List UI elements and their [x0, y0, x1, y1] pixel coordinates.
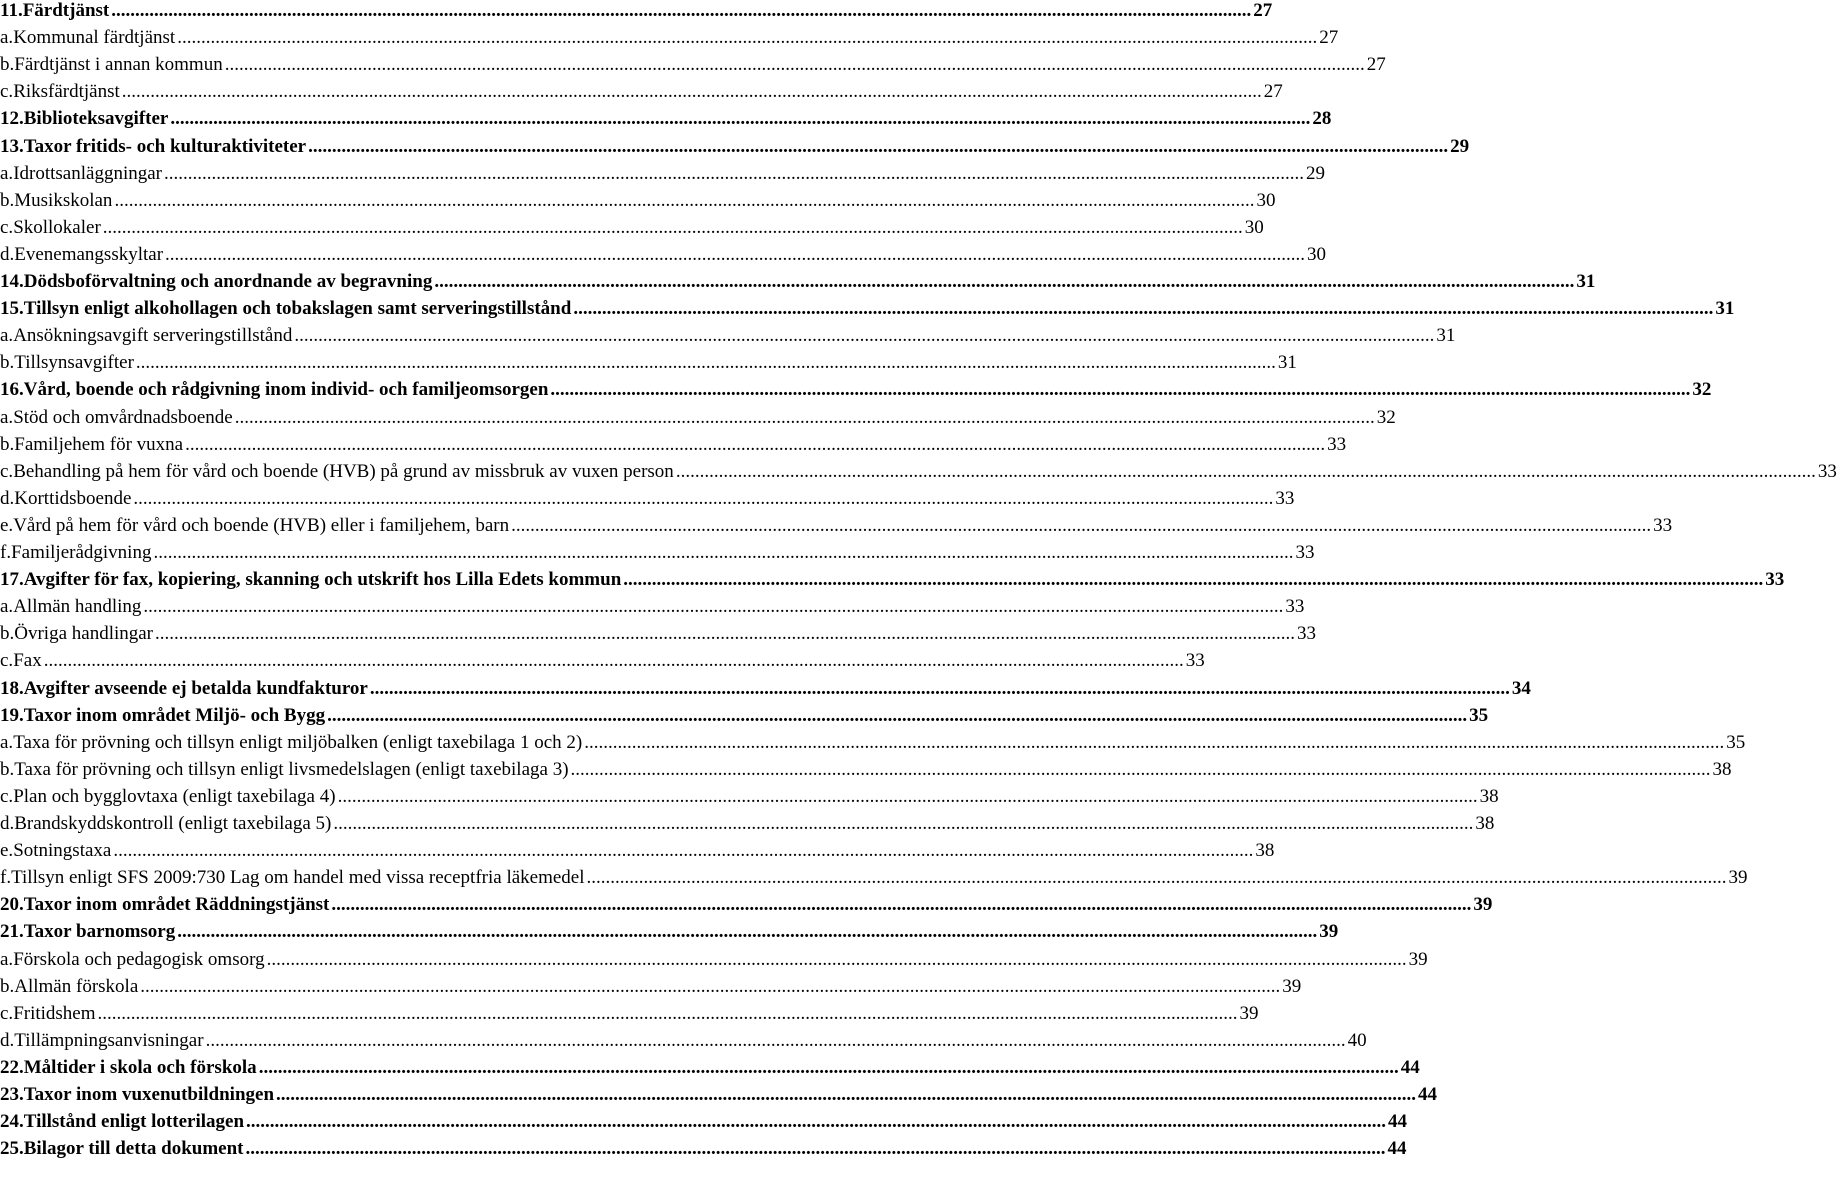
toc-entry-title: Avgifter avseende ej betalda kundfakturor	[23, 677, 368, 699]
toc-section-entry[interactable]	[0, 265, 1596, 293]
toc-entry-title: Familjerådgivning	[11, 542, 152, 563]
toc-entry-page-number: 27	[1366, 54, 1386, 76]
toc-subsection-entry[interactable]	[0, 21, 1339, 49]
toc-subsection-entry[interactable]	[0, 48, 1386, 76]
toc-entry-number: b.	[0, 189, 15, 211]
toc-entry-number: d.	[0, 1029, 15, 1051]
toc-entry-title: Vård, boende och rådgivning inom individ- och familjeomsorgen	[23, 379, 549, 401]
toc-entry-number: f.	[0, 542, 12, 563]
toc-entry-title: Ansökningsavgift serveringstillstånd	[13, 325, 293, 347]
toc-section-entry[interactable]	[0, 915, 1339, 943]
toc-entry-page-number: 31	[1576, 271, 1596, 292]
toc-entry-page-number: 27	[1263, 81, 1283, 103]
dot-leader	[225, 54, 1365, 76]
toc-entry-page-number: 39	[1282, 975, 1302, 997]
toc-entry-number: f.	[0, 867, 12, 889]
toc-subsection-entry[interactable]	[0, 861, 1748, 889]
toc-subsection-entry[interactable]	[0, 807, 1495, 835]
toc-entry-number: 23.	[0, 1084, 24, 1105]
toc-section-entry[interactable]	[0, 1078, 1438, 1106]
toc-entry-page-number: 29	[1450, 135, 1470, 157]
toc-section-entry[interactable]	[0, 373, 1712, 401]
dot-leader	[170, 108, 1310, 130]
toc-entry-page-number: 33	[1817, 460, 1837, 482]
toc-entry-number: 13.	[0, 135, 24, 157]
toc-entry-page-number: 30	[1256, 189, 1276, 211]
toc-entry-number: 18.	[0, 677, 24, 699]
dot-leader	[206, 1030, 1346, 1052]
toc-entry-page-number: 38	[1475, 813, 1495, 834]
toc-entry-number: a.	[0, 731, 14, 753]
toc-entry-number: b.	[0, 352, 15, 374]
toc-entry-page-number: 32	[1376, 406, 1396, 428]
toc-entry-number: 22.	[0, 1056, 24, 1078]
toc-entry-title: Färdtjänst i annan kommun	[14, 54, 223, 76]
dot-leader	[164, 163, 1304, 185]
toc-entry-number: 24.	[0, 1111, 24, 1133]
toc-subsection-entry[interactable]	[0, 753, 1732, 781]
toc-entry-number: d.	[0, 813, 15, 834]
dot-leader	[235, 407, 1375, 429]
toc-entry-title: Skollokaler	[13, 216, 101, 238]
toc-section-entry[interactable]	[0, 699, 1489, 727]
toc-subsection-entry[interactable]	[0, 1024, 1367, 1052]
dot-leader	[331, 894, 1471, 916]
toc-section-entry[interactable]	[0, 1105, 1408, 1133]
dot-leader	[140, 976, 1280, 998]
dot-leader	[370, 678, 1510, 700]
toc-entry-page-number: 30	[1307, 243, 1327, 265]
toc-entry-title: Plan och bygglovtaxa (enligt taxebilaga 4)	[13, 785, 336, 807]
toc-entry-page-number: 33	[1275, 487, 1295, 509]
toc-entry-title: Behandling på hem för vård och boende (HVB) på grund av missbruk av vuxen person	[13, 460, 674, 482]
toc-entry-page-number: 28	[1312, 108, 1332, 130]
toc-entry-title: Tillsyn enligt SFS 2009:730 Lag om handel med vissa receptfria läkemedel	[11, 867, 585, 889]
toc-entry-number: b.	[0, 758, 15, 780]
toc-subsection-entry[interactable]	[0, 184, 1276, 212]
toc-entry-title: Taxa för prövning och tillsyn enligt livsmedelslagen (enligt taxebilaga 3)	[14, 758, 569, 780]
toc-entry-title: Fritidshem	[13, 1002, 96, 1024]
dot-leader	[185, 434, 1325, 456]
toc-entry-page-number: 34	[1511, 677, 1531, 699]
dot-leader	[623, 569, 1763, 591]
dot-leader	[571, 759, 1711, 781]
toc-entry-page-number: 35	[1726, 731, 1746, 753]
toc-entry-number: c.	[0, 81, 14, 103]
toc-entry-page-number: 39	[1728, 867, 1748, 889]
dot-leader	[294, 325, 1434, 347]
toc-subsection-entry[interactable]	[0, 238, 1327, 266]
toc-entry-title: Tillsynsavgifter	[14, 352, 134, 374]
dot-leader	[155, 623, 1295, 645]
dot-leader	[153, 542, 1293, 564]
toc-entry-page-number: 39	[1319, 921, 1339, 943]
toc-entry-number: b.	[0, 623, 15, 645]
toc-entry-title: Taxor inom vuxenutbildningen	[23, 1084, 275, 1105]
dot-leader	[113, 840, 1253, 862]
toc-subsection-entry[interactable]	[0, 509, 1673, 537]
toc-entry-number: a.	[0, 948, 14, 970]
toc-entry-title: Familjehem för vuxna	[14, 433, 184, 455]
toc-entry-page-number: 35	[1469, 704, 1489, 726]
dot-leader	[177, 921, 1317, 943]
toc-entry-title: Korttidsboende	[14, 487, 132, 509]
toc-entry-number: 17.	[0, 569, 24, 591]
toc-entry-page-number: 33	[1297, 623, 1317, 645]
toc-subsection-entry[interactable]	[0, 617, 1317, 645]
toc-entry-number: 20.	[0, 894, 24, 916]
toc-entry-number: e.	[0, 514, 14, 536]
toc-entry-title: Måltider i skola och förskola	[23, 1056, 257, 1078]
dot-leader	[111, 0, 1251, 22]
toc-subsection-entry[interactable]	[0, 401, 1396, 429]
toc-entry-title: Taxor fritids- och kulturaktiviteter	[23, 135, 307, 157]
toc-subsection-entry[interactable]	[0, 997, 1259, 1025]
toc-entry-number: b.	[0, 433, 15, 455]
dot-leader	[327, 705, 1467, 727]
toc-entry-page-number: 27	[1253, 0, 1273, 21]
toc-subsection-entry[interactable]	[0, 157, 1325, 185]
toc-entry-page-number: 44	[1388, 1111, 1408, 1133]
toc-subsection-entry[interactable]	[0, 346, 1297, 374]
toc-entry-number: 21.	[0, 921, 24, 943]
toc-subsection-entry[interactable]	[0, 75, 1283, 103]
toc-entry-title: Övriga handlingar	[14, 623, 154, 645]
toc-entry-title: Biblioteksavgifter	[23, 108, 169, 130]
toc-entry-title: Taxor inom området Miljö- och Bygg	[23, 704, 326, 726]
toc-section-entry[interactable]	[0, 888, 1493, 916]
dot-leader	[333, 813, 1473, 835]
dot-leader	[259, 1057, 1399, 1079]
toc-entry-page-number: 32	[1692, 379, 1712, 401]
toc-entry-title: Kommunal färdtjänst	[13, 27, 176, 49]
dot-leader	[246, 1138, 1386, 1160]
toc-entry-page-number: 33	[1327, 433, 1347, 455]
toc-entry-page-number: 39	[1408, 948, 1428, 970]
toc-entry-number: a.	[0, 406, 14, 428]
toc-entry-page-number: 38	[1255, 840, 1275, 862]
toc-subsection-entry[interactable]	[0, 455, 1837, 483]
toc-entry-page-number: 38	[1479, 785, 1499, 807]
toc-entry-page-number: 31	[1715, 298, 1735, 320]
dot-leader	[267, 949, 1407, 971]
toc-entry-title: Riksfärdtjänst	[13, 81, 120, 103]
toc-subsection-entry[interactable]	[0, 428, 1347, 456]
toc-entry-number: b.	[0, 54, 15, 76]
toc-subsection-entry[interactable]	[0, 590, 1305, 618]
toc-entry-number: a.	[0, 596, 14, 618]
toc-entry-title: Brandskyddskontroll (enligt taxebilaga 5)	[14, 813, 332, 834]
toc-entry-number: a.	[0, 162, 14, 184]
toc-subsection-entry[interactable]	[0, 943, 1428, 971]
toc-entry-title: Stöd och omvårdnadsboende	[13, 406, 233, 428]
dot-leader	[511, 515, 1651, 537]
toc-entry-number: c.	[0, 1002, 14, 1024]
toc-entry-number: 14.	[0, 271, 24, 292]
dot-leader	[136, 352, 1276, 374]
dot-leader	[246, 1111, 1386, 1133]
toc-entry-title: Tillsyn enligt alkohollagen och tobakslagen samt serveringstillstånd	[23, 298, 572, 320]
toc-entry-title: Allmän handling	[13, 596, 142, 618]
toc-entry-title: Avgifter för fax, kopiering, skanning och utskrift hos Lilla Edets kommun	[23, 569, 622, 591]
toc-subsection-entry[interactable]	[0, 482, 1295, 510]
toc-entry-number: 15.	[0, 298, 24, 320]
toc-entry-page-number: 33	[1185, 650, 1205, 672]
toc-entry-page-number: 33	[1653, 514, 1673, 536]
toc-section-entry[interactable]	[0, 130, 1470, 158]
toc-section-entry[interactable]	[0, 292, 1735, 320]
dot-leader	[98, 1003, 1238, 1025]
toc-entry-title: Vård på hem för vård och boende (HVB) eller i familjehem, barn	[13, 514, 510, 536]
toc-subsection-entry[interactable]	[0, 780, 1499, 808]
toc-entry-page-number: 40	[1347, 1029, 1367, 1051]
toc-entry-title: Fax	[13, 650, 42, 672]
toc-entry-page-number: 39	[1239, 1002, 1259, 1024]
toc-entry-number: a.	[0, 325, 14, 347]
toc-entry-title: Taxa för prövning och tillsyn enligt miljöbalken (enligt taxebilaga 1 och 2)	[13, 731, 583, 753]
toc-section-entry[interactable]	[0, 0, 1273, 22]
dot-leader	[122, 81, 1262, 103]
toc-entry-number: c.	[0, 216, 14, 238]
dot-leader	[165, 244, 1305, 266]
toc-section-entry[interactable]	[0, 563, 1785, 591]
toc-entry-title: Evenemangsskyltar	[14, 243, 164, 265]
toc-entry-number: 25.	[0, 1138, 24, 1160]
toc-entry-number: d.	[0, 243, 15, 265]
toc-entry-title: Sotningstaxa	[13, 840, 112, 862]
toc-entry-page-number: 31	[1277, 352, 1297, 374]
dot-leader	[177, 27, 1317, 49]
toc-entry-title: Tillämpningsanvisningar	[14, 1029, 204, 1051]
dot-leader	[587, 867, 1727, 889]
toc-entry-page-number: 29	[1305, 162, 1325, 184]
toc-entry-title: Musikskolan	[14, 189, 113, 211]
toc-entry-number: 12.	[0, 108, 24, 130]
toc-entry-title: Taxor inom området Räddningstjänst	[23, 894, 330, 916]
toc-entry-number: 11.	[0, 0, 23, 21]
toc-subsection-entry[interactable]	[0, 834, 1275, 862]
toc-section-entry[interactable]	[0, 1132, 1407, 1160]
dot-leader	[114, 190, 1254, 212]
toc-section-entry[interactable]	[0, 1051, 1420, 1079]
toc-entry-page-number: 31	[1436, 325, 1456, 347]
toc-entry-number: b.	[0, 975, 15, 997]
dot-leader	[308, 136, 1448, 158]
toc-subsection-entry[interactable]	[0, 211, 1264, 239]
dot-leader	[338, 786, 1478, 808]
toc-entry-number: c.	[0, 460, 14, 482]
toc-subsection-entry[interactable]	[0, 644, 1205, 672]
dot-leader	[676, 461, 1816, 483]
toc-entry-page-number: 30	[1244, 216, 1264, 238]
toc-entry-page-number: 44	[1400, 1056, 1420, 1078]
toc-entry-number: 16.	[0, 379, 24, 401]
toc-entry-page-number: 44	[1387, 1138, 1407, 1160]
toc-subsection-entry[interactable]	[0, 970, 1302, 998]
toc-entry-title: Idrottsanläggningar	[13, 162, 162, 184]
toc-entry-page-number: 38	[1712, 758, 1732, 780]
dot-leader	[103, 217, 1243, 239]
toc-entry-page-number: 39	[1473, 894, 1493, 916]
toc-entry-page-number: 27	[1319, 27, 1339, 49]
toc-subsection-entry[interactable]	[0, 726, 1746, 754]
toc-entry-number: e.	[0, 840, 14, 862]
dot-leader	[434, 271, 1574, 293]
toc-entry-title: Färdtjänst	[22, 0, 110, 21]
toc-section-entry[interactable]	[0, 102, 1332, 130]
toc-entry-number: c.	[0, 650, 14, 672]
toc-entry-page-number: 33	[1295, 542, 1315, 563]
toc-entry-title: Taxor barnomsorg	[23, 921, 176, 943]
dot-leader	[276, 1084, 1416, 1106]
toc-entry-number: a.	[0, 27, 14, 49]
toc-section-entry[interactable]	[0, 672, 1531, 700]
toc-entry-title: Bilagor till detta dokument	[23, 1138, 244, 1160]
toc-subsection-entry[interactable]	[0, 319, 1456, 347]
toc-entry-number: 19.	[0, 704, 24, 726]
toc-entry-title: Dödsboförvaltning och anordnande av begravning	[23, 271, 433, 292]
toc-entry-title: Förskola och pedagogisk omsorg	[13, 948, 265, 970]
dot-leader	[584, 732, 1724, 754]
toc-entry-number: c.	[0, 785, 14, 807]
dot-leader	[44, 650, 1184, 672]
toc-entry-title: Tillstånd enligt lotterilagen	[23, 1111, 245, 1133]
toc-entry-title: Allmän förskola	[14, 975, 139, 997]
toc-subsection-entry[interactable]	[0, 536, 1315, 564]
toc-entry-page-number: 33	[1285, 596, 1305, 618]
dot-leader	[133, 488, 1273, 510]
dot-leader	[143, 596, 1283, 618]
toc-entry-page-number: 33	[1765, 569, 1785, 591]
toc-entry-page-number: 44	[1418, 1084, 1438, 1105]
toc-entry-number: d.	[0, 487, 15, 509]
dot-leader	[573, 298, 1713, 320]
dot-leader	[550, 379, 1690, 401]
